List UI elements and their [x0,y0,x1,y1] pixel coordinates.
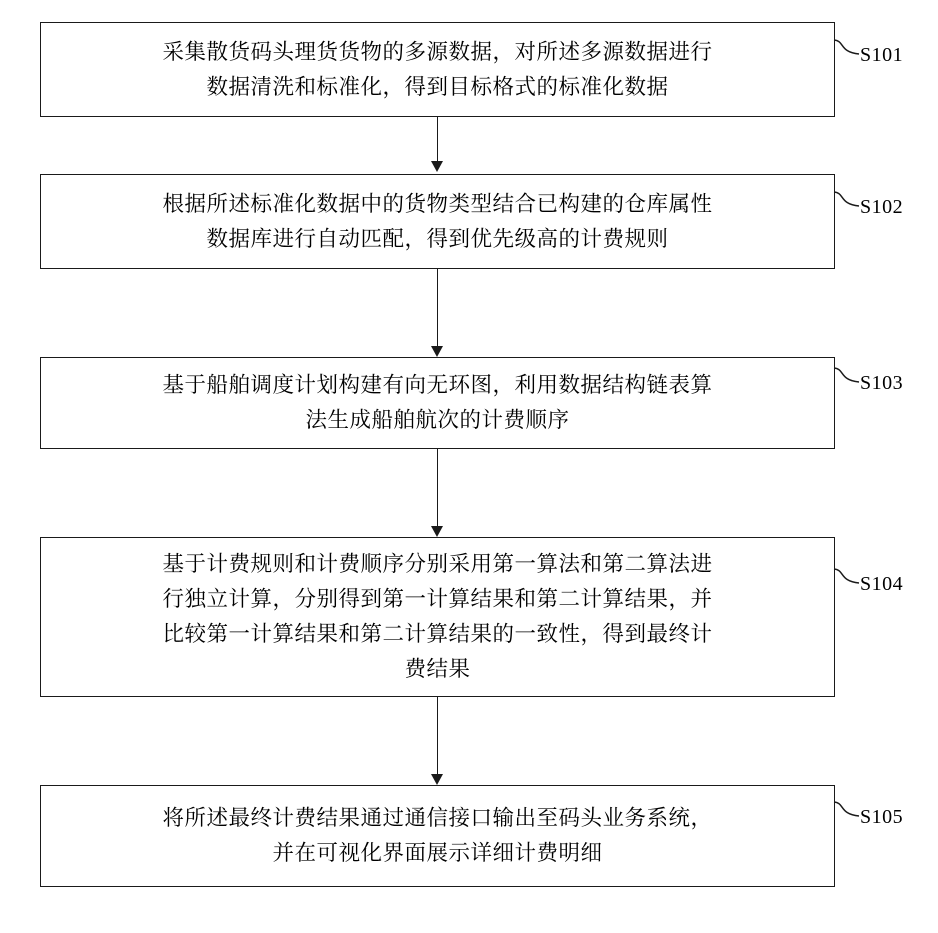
brace-s101 [833,38,861,70]
flow-step-s105-label: S105 [860,806,904,828]
flow-step-s102-label: S102 [860,196,904,218]
flow-step-s101-label: S101 [860,44,904,66]
flow-step-s105-text: 将所述最终计费结果通过通信接口输出至码头业务系统， 并在可视化界面展示详细计费明细 [162,806,713,865]
flow-step-s101-text: 采集散货码头理货货物的多源数据，对所述多源数据进行 数据清洗和标准化，得到目标格式的标准化数据 [162,39,713,99]
flow-step-s104-text: 基于计费规则和计费顺序分别采用第一算法和第二算法进 行独立计算，分别得到第一计算结果和第二计算结果，并 比较第一计算结果和第二计算结果的一致性，得到最终计 费结果 [162,552,713,681]
flow-step-s103-label: S103 [860,372,904,394]
arrow-head-s102-s103 [431,346,443,357]
flow-step-s104 [40,537,835,697]
brace-s103 [833,366,861,398]
brace-s102 [833,190,861,222]
brace-s105 [833,800,861,832]
flow-step-s104-label: S104 [860,573,904,595]
flow-step-s103 [40,357,835,449]
connector-s101-s102 [437,117,438,163]
brace-s104 [833,567,861,599]
connector-s103-s104 [437,449,438,528]
flow-step-s105 [40,785,835,887]
connector-s102-s103 [437,269,438,348]
connector-s104-s105 [437,697,438,776]
flow-step-s102-text: 根据所述标准化数据中的货物类型结合已构建的仓库属性 数据库进行自动匹配，得到优先级高的计费规则 [162,191,713,251]
flow-step-s103-text: 基于船舶调度计划构建有向无环图，利用数据结构链表算 法生成船舶航次的计费顺序 [162,373,713,432]
arrow-head-s104-s105 [431,774,443,785]
flow-step-s102 [40,174,835,269]
arrow-head-s101-s102 [431,161,443,172]
arrow-head-s103-s104 [431,526,443,537]
flow-step-s101 [40,22,835,117]
